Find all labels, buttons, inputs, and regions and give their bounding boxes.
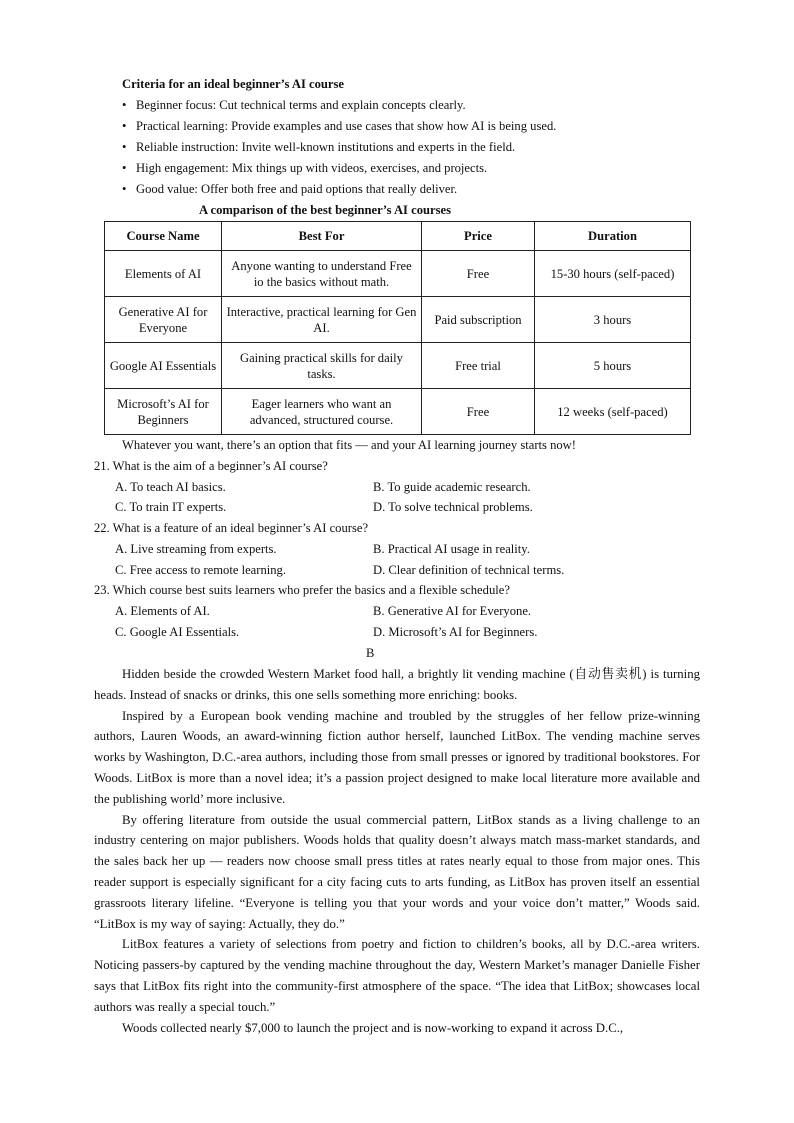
passage-paragraph: Woods collected nearly $7,000 to launch the project and is now-working to expand it across D.C., xyxy=(122,1020,624,1035)
bullet-icon: • xyxy=(122,140,127,154)
bullet-icon: • xyxy=(122,161,127,175)
question-stem: 23. Which course best suits learners who prefer the basics and a flexible schedule? xyxy=(94,583,510,597)
passage-b xyxy=(94,664,700,1038)
answer-option: C. Free access to remote learning. xyxy=(115,563,286,577)
passage-paragraph: By offering literature from outside the usual commercial pattern, LitBox stands as a living challenge to an industry centering on major publishers. Woods holds that quality doesn’t always match mass-market standards, and the sales back her up — readers now choose small press titles at rates nearly equal to those from major ones. This reader support is especially significant for a city facing cuts to arts funding, as LitBox has proven itself an essential grassroots literary lifeline. “Everyone is telling you that your words and your voice don’t matter,” Woods said. “LitBox is my way of saying: Actually, they do.” xyxy=(94,812,700,931)
cell-duration: 3 hours xyxy=(535,297,691,343)
passage-paragraph: LitBox features a variety of selections from poetry and fiction to children’s books, all by D.C.-area writers. Noticing passers-by captured by the vending machine throughout the day, Western Market’s manager Danielle Fisher says that LitBox fits right into the community-first atmosphere of the space. “The idea that LitBox; showcases local authors was really a special touch.” xyxy=(94,937,700,1014)
criteria-item: • High engagement: Mix things up with videos, exercises, and projects. xyxy=(122,161,488,175)
bullet-icon: • xyxy=(122,182,127,196)
criteria-title: Criteria for an ideal beginner’s AI course xyxy=(122,77,344,91)
table-row xyxy=(105,389,691,435)
answer-option: B. Generative AI for Everyone. xyxy=(373,604,532,618)
cell-best-for: Eager learners who want an advanced, structured course. xyxy=(222,389,422,435)
criteria-item: • Beginner focus: Cut technical terms and explain concepts clearly. xyxy=(122,98,466,112)
criteria-item: • Good value: Offer both free and paid options that really deliver. xyxy=(122,182,458,196)
cell-duration: 15-30 hours (self-paced) xyxy=(535,251,691,297)
header-price: Price xyxy=(422,222,535,251)
question-stem: 22. What is a feature of an ideal beginner’s AI course? xyxy=(94,521,369,535)
cell-best-for: Interactive, practical learning for Gen AI. xyxy=(222,297,422,343)
passage-paragraph: Inspired by a European book vending machine and troubled by the struggles of her fellow prize-winning authors, Lauren Woods, an award-winning fiction author herself, launched LitBox. The vending machine serves works by Washington, D.C.-area authors, including those from small presses or ignored by traditional bookstores. For Woods. LitBox is more than a novel idea; it’s a passion project designed to make local literature more available and the publishing world’ more inclusive. xyxy=(94,708,700,806)
answer-option: B. To guide academic research. xyxy=(373,480,531,494)
cell-course-name: Google AI Essentials xyxy=(105,343,222,389)
cell-course-name: Microsoft’s AI for Beginners xyxy=(105,389,222,435)
course-comparison-table xyxy=(104,221,691,435)
cell-price: Free trial xyxy=(422,343,535,389)
closing-line: Whatever you want, there’s an option that fits — and your AI learning journey starts now! xyxy=(122,438,576,452)
cell-price: Paid subscription xyxy=(422,297,535,343)
answer-option: C. Google AI Essentials. xyxy=(115,625,240,639)
bullet-icon: • xyxy=(122,119,127,133)
header-best-for: Best For xyxy=(222,222,422,251)
answer-option: B. Practical AI usage in reality. xyxy=(373,542,530,556)
cell-duration: 5 hours xyxy=(535,343,691,389)
cell-price: Free xyxy=(422,389,535,435)
answer-option: C. To train IT experts. xyxy=(115,500,227,514)
cell-best-for: Anyone wanting to understand Free io the basics without math. xyxy=(222,251,422,297)
cell-course-name: Generative AI for Everyone xyxy=(105,297,222,343)
cell-best-for: Gaining practical skills for daily tasks. xyxy=(222,343,422,389)
cell-duration: 12 weeks (self-paced) xyxy=(535,389,691,435)
criteria-item: • Practical learning: Provide examples and use cases that show how AI is being used. xyxy=(122,119,557,133)
question-stem: 21. What is the aim of a beginner’s AI course? xyxy=(94,459,328,473)
header-course-name: Course Name xyxy=(105,222,222,251)
table-header-row xyxy=(105,222,691,251)
passage-paragraph: Hidden beside the crowded Western Market food hall, a brightly lit vending machine (自动售卖机) is turning heads. Instead of snacks or drinks, this one sells something more enriching: books. xyxy=(94,667,700,702)
criteria-item: • Reliable instruction: Invite well-known institutions and experts in the field. xyxy=(122,140,516,154)
answer-option: A. To teach AI basics. xyxy=(115,480,226,494)
answer-option: D. Clear definition of technical terms. xyxy=(373,563,565,577)
header-duration: Duration xyxy=(535,222,691,251)
answer-option: D. Microsoft’s AI for Beginners. xyxy=(373,625,538,639)
answer-option: A. Elements of AI. xyxy=(115,604,210,618)
table-caption: A comparison of the best beginner’s AI courses xyxy=(199,203,451,217)
cell-course-name: Elements of AI xyxy=(105,251,222,297)
section-label: B xyxy=(366,646,375,660)
answer-option: A. Live streaming from experts. xyxy=(115,542,277,556)
table-row xyxy=(105,343,691,389)
bullet-icon: • xyxy=(122,98,127,112)
answer-option: D. To solve technical problems. xyxy=(373,500,533,514)
cell-price: Free xyxy=(422,251,535,297)
table-row xyxy=(105,251,691,297)
table-row xyxy=(105,297,691,343)
